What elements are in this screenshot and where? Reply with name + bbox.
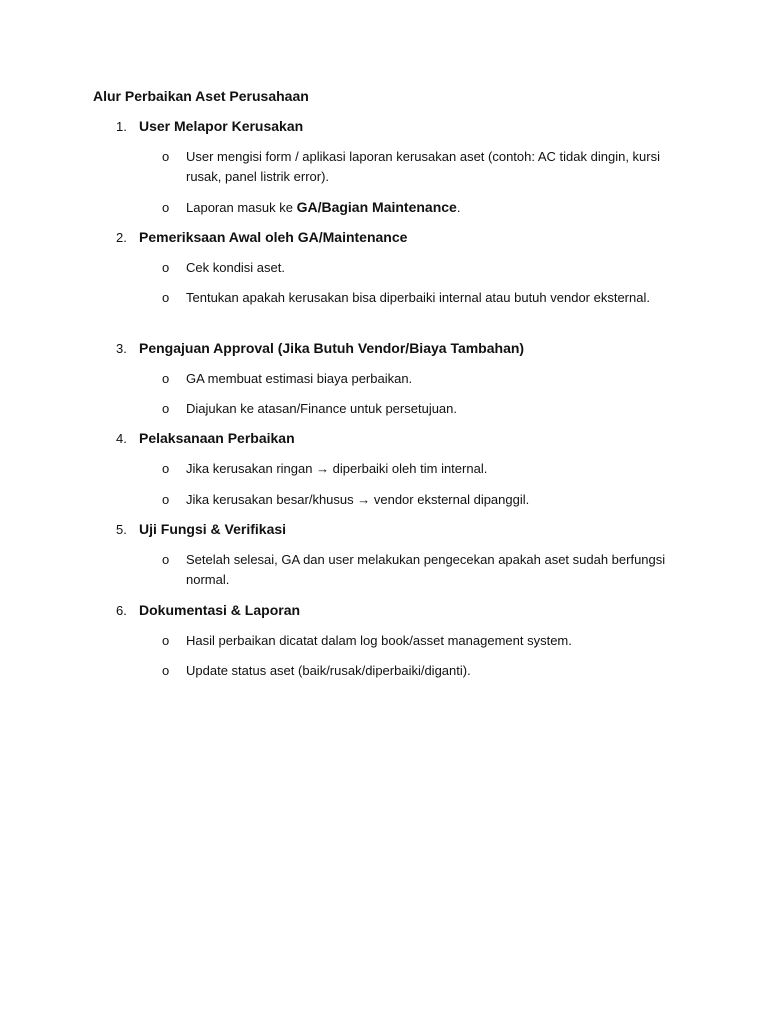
step-item: Update status aset (baik/rusak/diperbaiki/diganti). — [186, 663, 471, 678]
step-item-suffix: . — [456, 200, 461, 215]
step-number: 6. — [116, 603, 127, 618]
step-title: Pemeriksaan Awal oleh GA/Maintenance — [139, 229, 408, 245]
step-item: User mengisi form / aplikasi laporan kerusakan aset (contoh: AC tidak dingin, kursi rusak, panel listrik error). — [186, 149, 660, 184]
step-item: Cek kondisi aset. — [186, 260, 285, 275]
bullet-marker: o — [162, 461, 170, 476]
step-item-prefix: Laporan masuk ke — [186, 200, 297, 215]
bullet-marker: o — [162, 260, 170, 275]
step-item: Tentukan apakah kerusakan bisa diperbaiki internal atau butuh vendor eksternal. — [186, 290, 650, 305]
bullet-marker: o — [162, 663, 170, 678]
step-item-emphasis: GA/Bagian Maintenance — [296, 199, 457, 215]
step-title: Uji Fungsi & Verifikasi — [139, 521, 287, 537]
step-item: Setelah selesai, GA dan user melakukan pengecekan apakah aset sudah berfungsi normal. — [186, 552, 666, 587]
bullet-marker: o — [162, 492, 170, 507]
bullet-marker: o — [162, 371, 170, 386]
document-title: Alur Perbaikan Aset Perusahaan — [93, 88, 309, 104]
bullet-marker: o — [162, 633, 170, 648]
step-number: 4. — [116, 431, 127, 446]
bullet-marker: o — [162, 290, 170, 305]
step-title: Dokumentasi & Laporan — [139, 602, 301, 618]
bullet-marker: o — [162, 552, 170, 567]
bullet-marker: o — [162, 149, 170, 164]
step-number: 3. — [116, 341, 127, 356]
step-item: GA membuat estimasi biaya perbaikan. — [186, 371, 413, 386]
step-title: User Melapor Kerusakan — [139, 118, 304, 134]
step-number: 1. — [116, 119, 127, 134]
step-item: Jika kerusakan ringan → diperbaiki oleh tim internal. — [186, 461, 488, 476]
step-item: Diajukan ke atasan/Finance untuk persetujuan. — [186, 401, 458, 416]
bullet-marker: o — [162, 200, 170, 215]
step-item: Jika kerusakan besar/khusus → vendor eksternal dipanggil. — [186, 492, 530, 507]
step-item — [186, 197, 686, 218]
step-number: 5. — [116, 522, 127, 537]
step-title: Pengajuan Approval (Jika Butuh Vendor/Biaya Tambahan) — [139, 340, 525, 356]
step-item: Hasil perbaikan dicatat dalam log book/asset management system. — [186, 633, 572, 648]
step-number: 2. — [116, 230, 127, 245]
step-title: Pelaksanaan Perbaikan — [139, 430, 295, 446]
bullet-marker: o — [162, 401, 170, 416]
